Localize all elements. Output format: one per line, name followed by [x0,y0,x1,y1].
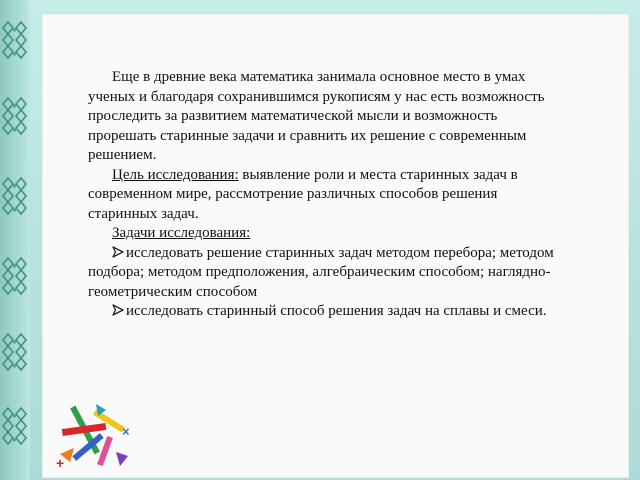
svg-text:+: + [56,455,65,471]
svg-text:×: × [122,424,130,439]
tasks-label: Задачи исследования: [112,225,251,241]
task-text-2: исследовать старинный способ решения задач на сплавы и смеси. [126,303,547,319]
arrow-bullet-icon [112,302,125,322]
task-text-1: исследовать решение старинных задач методом перебора; методом подбора; методом предположения, алгебраическим способом; наглядно-геометрическим способом [88,244,554,300]
watermark-text: Презентация [578,3,618,9]
document-text [88,68,566,322]
ornament-column [0,0,30,480]
goal-text: выявление роли и места старинных задач в современном мире, рассмотрение различных способов решения старинных задач. [88,166,518,222]
goal-paragraph [88,166,566,225]
arrow-bullet-icon [112,244,125,264]
tasks-heading [88,224,566,244]
goal-label: Цель исследования: [112,166,239,183]
task-item-1 [88,244,566,303]
math-decor-icon [52,396,142,472]
intro-paragraph: Еще в древние века математика занимала основное место в умах ученых и благодаря сохранившимся рукописям у нас есть возможность проследить за развитием математической мысли и возможность прорешать старинные задачи и сравнить их решение с современным решением. [88,69,545,163]
task-item-2 [88,302,566,322]
